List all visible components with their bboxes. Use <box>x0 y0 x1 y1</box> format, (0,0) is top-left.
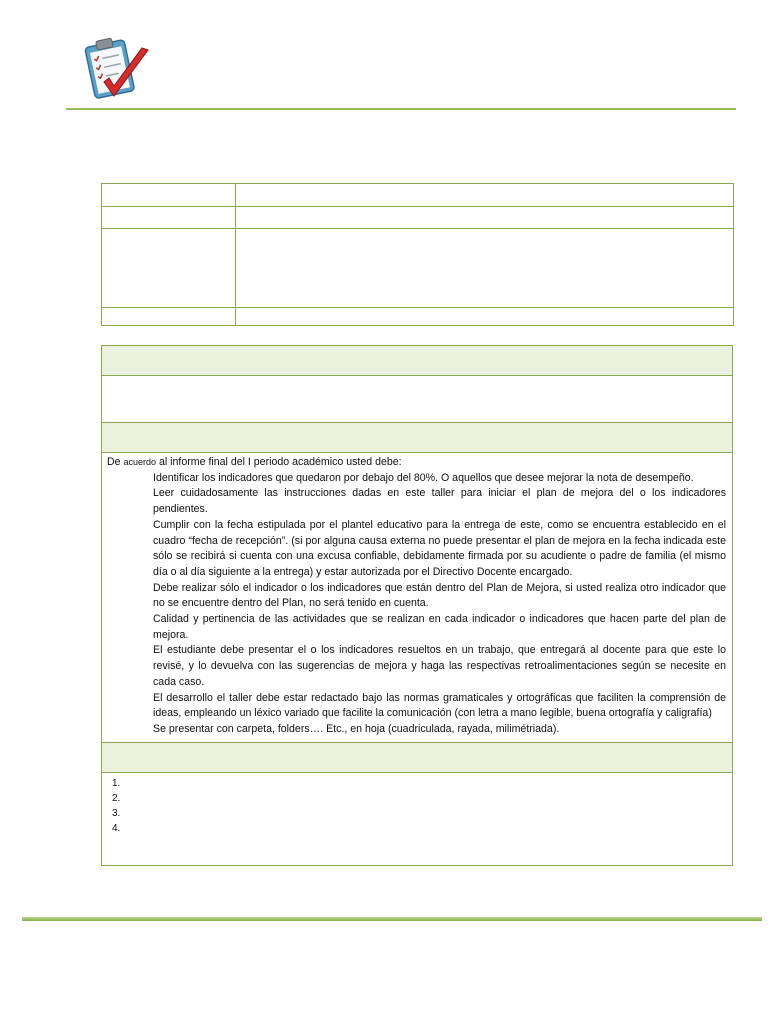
info-value-cell[interactable] <box>236 229 734 308</box>
instructions-list <box>107 471 726 738</box>
info-label-cell <box>102 308 236 326</box>
header-divider <box>66 108 736 110</box>
numbered-item: 4. <box>112 822 121 834</box>
instructions-intro: De acuerdo al informe final del I periodo académico usted debe: <box>107 456 402 468</box>
instruction-item: El desarrollo el taller debe estar redactado bajo las normas gramaticales y ortográficas que faciliten la comprensión de ideas, empleando un léxico variado que facilite la comunicación (con letra a mano legible, buena ortografía y caligrafía) <box>153 691 726 720</box>
plan-table <box>101 345 733 866</box>
instruction-item: Se presentar con carpeta, folders…. Etc., en hoja (cuadriculada, rayada, milimétriada). <box>153 722 560 735</box>
section-header-band <box>102 742 733 772</box>
section-header-band <box>102 346 733 376</box>
numbered-list-cell[interactable] <box>102 772 733 865</box>
numbered-item: 3. <box>112 807 121 819</box>
instruction-item: El estudiante debe presentar el o los indicadores resueltos en un trabajo, que entregará al docente para que este lo revisé, y lo devuelva con las sugerencias de mejora y haga las respectivas retroalimentaciones según se necesite en cada caso. <box>153 644 726 688</box>
info-table <box>101 183 734 326</box>
instruction-item: Debe realizar sólo el indicador o los indicadores que están dentro del Plan de Mejora, si usted realiza otro indicador que no se encuentre dentro del Plan, no será tenido en cuenta. <box>153 581 726 610</box>
instruction-item: Cumplir con la fecha estipulada por el plantel educativo para la entrega de este, como se encuentra establecido en el cuadro “fecha de recepción”. (si por alguna causa externa no puede presentar el plan de mejora en la fecha indicada este sólo se recibirá si cuenta con una excusa confiable, debidamente firmada por su acudiente o padre de familia (el mismo día o al día siguiente a la entrega) y estar autorizada por el Directivo Docente encargado. <box>153 518 726 578</box>
info-value-cell[interactable] <box>236 207 734 229</box>
info-value-cell[interactable] <box>236 184 734 207</box>
numbered-item: 1. <box>112 777 121 789</box>
info-label-cell <box>102 229 236 308</box>
info-label-cell <box>102 184 236 207</box>
info-label-cell <box>102 207 236 229</box>
info-value-cell[interactable] <box>236 308 734 326</box>
instruction-item: Calidad y pertinencia de las actividades que se realizan en cada indicador o indicadores que hacen parte del plan de mejora. <box>153 613 726 641</box>
clipboard-checkmark-icon <box>78 30 152 104</box>
numbered-item: 2. <box>112 792 121 804</box>
instruction-item: Identificar los indicadores que quedaron por debajo del 80%. O aquellos que desee mejorar la nota de desempeño. <box>153 471 694 484</box>
section-body-empty[interactable] <box>102 376 733 423</box>
footer-divider <box>22 917 762 921</box>
instructions-cell <box>102 453 733 743</box>
instruction-item: Leer cuidadosamente las instrucciones dadas en este taller para iniciar el plan de mejora del o los indicadores pendientes. <box>153 487 726 516</box>
section-header-band <box>102 423 733 453</box>
